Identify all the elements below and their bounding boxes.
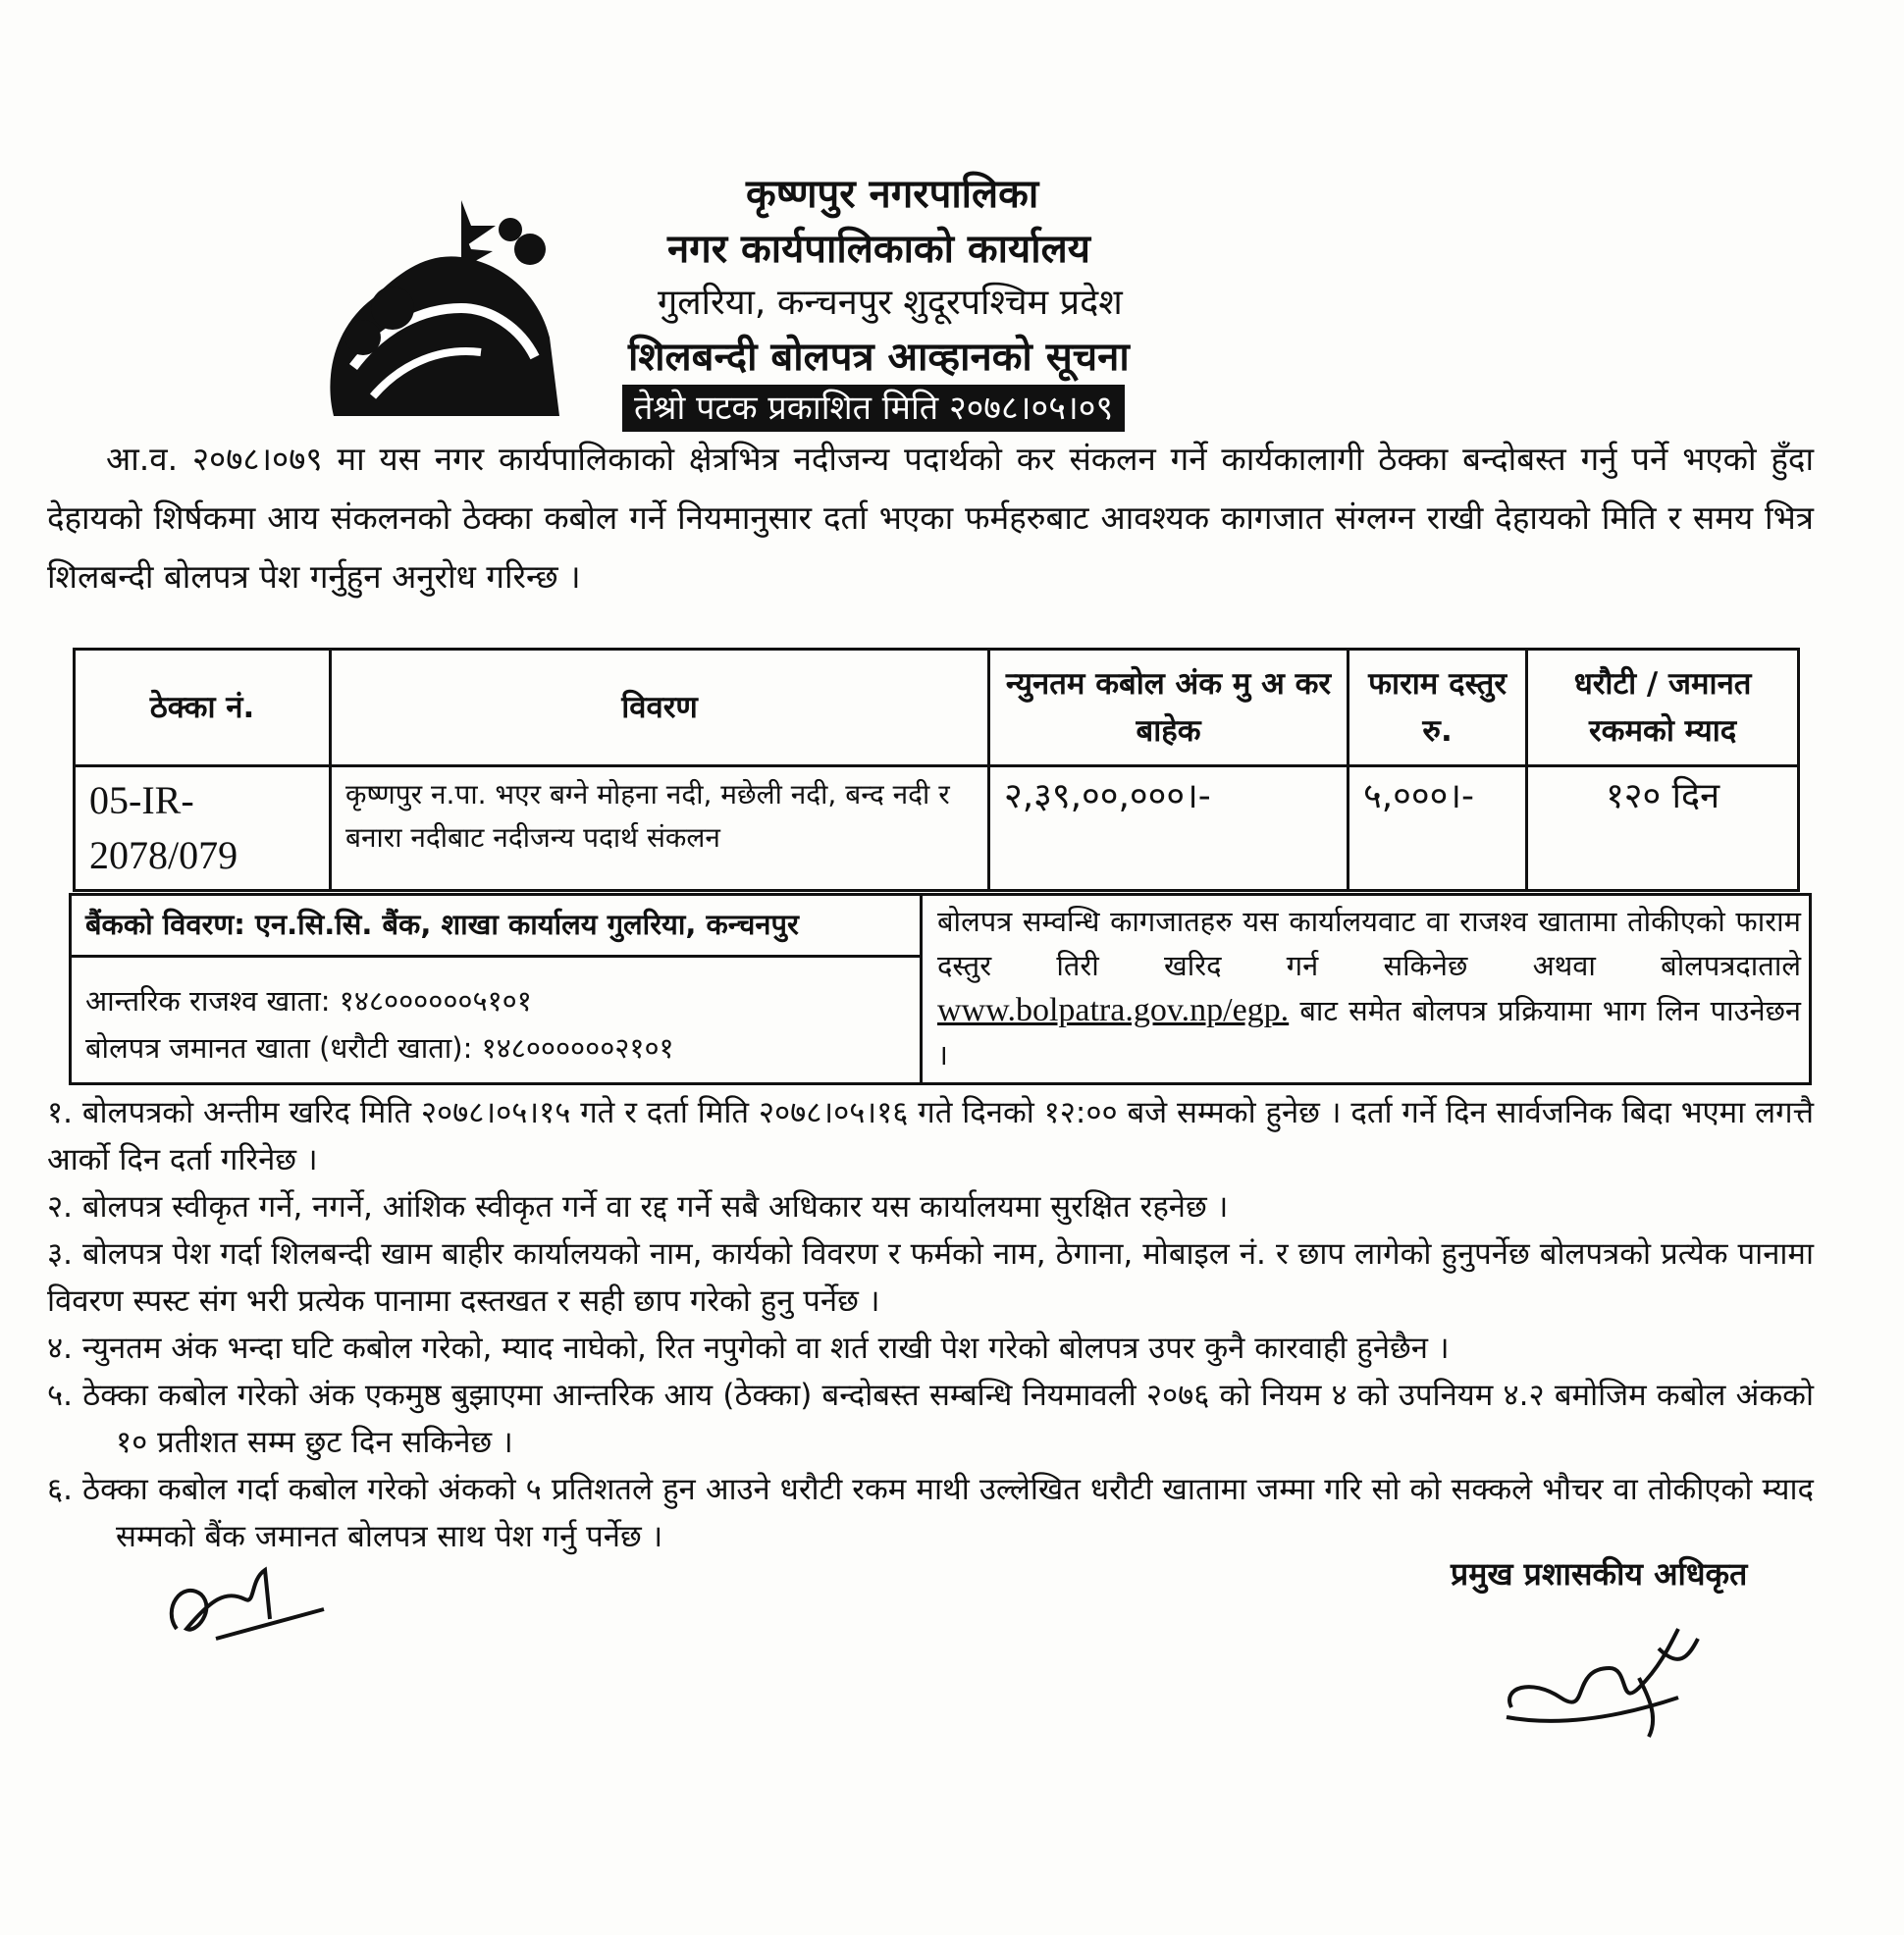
- nepal-emblem-icon: [314, 190, 569, 436]
- col-header-contract-no: ठेक्का नं.: [75, 650, 331, 766]
- bank-heading: बैंकको विवरण: एन.सि.सि. बैंक, शाखा कार्यालय गुलरिया, कन्चनपुर: [72, 896, 920, 958]
- note-text-after: बाट समेत बोलपत्र प्रक्रियामा भाग लिन पाउनेछन ।: [937, 994, 1801, 1072]
- contract-number: 05-IR-2078/079: [75, 766, 331, 891]
- list-item: २. बोलपत्र स्वीकृत गर्ने, नगर्ने, आंशिक स्वीकृत गर्ने वा रद्द गर्ने सबै अधिकार यस कार्यालयमा सुरक्षित रहनेछ ।: [47, 1189, 1229, 1225]
- contract-table: [73, 648, 1800, 892]
- revenue-account: आन्तरिक राजश्व खाता: १४८००००००५१०१: [85, 984, 532, 1018]
- document-purchase-note: [926, 896, 1813, 1081]
- publication-date: तेश्रो पटक प्रकाशित मिति २०७८।०५।०९: [622, 385, 1125, 432]
- list-item: ३. बोलपत्र पेश गर्दा शिलबन्दी खाम बाहीर कार्यालयको नाम, कार्यको विवरण र फर्मको नाम, ठेगाना, मोबाइल नं. र छाप लागेको हुनुपर्नेछ बोलपत्रको प्रत्येक पानामा विवरण स्पस्ट संग भरी प्रत्येक पानामा दस्तखत र सही छाप गरेको हुनु पर्नेछ ।: [47, 1236, 1814, 1319]
- min-bid-amount: २,३९,००,०००।-: [989, 766, 1349, 891]
- col-header-description: विवरण: [331, 650, 989, 766]
- list-item: ५. ठेक्का कबोल गरेको अंक एकमुष्ठ बुझाएमा आन्तरिक आय (ठेक्का) बन्दोबस्त सम्बन्धि नियमावली २०७६ को नियम ४ को उपनियम ४.२ बमोजिम कबोल अंकको १० प्रतीशत सम्म छुट दिन सकिनेछ ।: [47, 1378, 1814, 1460]
- letterhead: [0, 167, 1904, 461]
- note-text-before: बोलपत्र सम्वन्धि कागजातहरु यस कार्यालयवाट वा राजश्व खातामा तोकीएको फाराम दस्तुर तिरी खरिद गर्न सकिनेछ अथवा बोलपत्रदाताले: [937, 905, 1801, 982]
- contract-description: कृष्णपुर न.पा. भएर बग्ने मोहना नदी, मछेली नदी, बन्द नदी र बनारा नदीबाट नदीजन्य पदार्थ संकलन: [331, 766, 989, 891]
- table-header-row: [75, 650, 1799, 766]
- bank-accounts: [72, 896, 923, 1082]
- egp-link[interactable]: www.bolpatra.gov.np/egp.: [937, 992, 1290, 1028]
- list-item: १. बोलपत्रको अन्तीम खरिद मिति २०७८।०५।१५ गते र दर्ता मिति २०७८।०५।१६ गते दिनको १२:०० बजे सम्मको हुनेछ । दर्ता गर्ने दिन सार्वजनिक बिदा भएमा लगत्तै आर्को दिन दर्ता गरिनेछ ।: [47, 1095, 1814, 1177]
- deposit-validity: १२० दिन: [1527, 766, 1799, 891]
- officer-signature-icon: [1502, 1609, 1737, 1747]
- list-item: ४. न्युनतम अंक भन्दा घटि कबोल गरेको, म्याद नाघेको, रित नपुगेको वा शर्त राखी पेश गरेको बोलपत्र उपर कुनै कारवाही हुनेछैन ।: [47, 1331, 1450, 1366]
- initial-signature-icon: [157, 1541, 334, 1648]
- deposit-account: बोलपत्र जमानत खाता (धरौटी खाता): १४८००००००२१०१: [85, 1031, 674, 1065]
- col-header-validity: धरौटी / जमानत रकमको म्याद: [1527, 650, 1799, 766]
- municipality-name: कृष्णपुर नगरपालिका: [746, 172, 1039, 217]
- signatory-designation: प्रमुख प्रशासकीय अधिकृत: [1451, 1555, 1748, 1593]
- office-name: नगर कार्यपालिकाको कार्यालय: [667, 227, 1090, 272]
- col-header-min-bid: न्युनतम कबोल अंक मु अ कर बाहेक: [989, 650, 1349, 766]
- bank-details-box: [69, 893, 1812, 1085]
- notice-title: शिलबन्दी बोलपत्र आव्हानको सूचना: [628, 335, 1130, 380]
- form-fee: ५,०००।-: [1349, 766, 1527, 891]
- intro-paragraph: आ.व. २०७८।०७९ मा यस नगर कार्यपालिकाको क्षेत्रभित्र नदीजन्य पदार्थको कर संकलन गर्ने कार्यकालागी ठेक्का बन्दोबस्त गर्नु पर्ने भएको हुँदा देहायको शिर्षकमा आय संकलनको ठेक्का कबोल गर्ने नियमानुसार दर्ता भएका फर्महरुबाट आवश्यक कागजात संग्लग्न राखी देहायको मिति र समय भित्र शिलबन्दी बोलपत्र पेश गर्नुहुन अनुरोध गरिन्छ ।: [47, 440, 1814, 596]
- office-address: गुलरिया, कन्चनपुर शुदूरपश्चिम प्रदेश: [658, 283, 1123, 323]
- list-item: ६. ठेक्का कबोल गर्दा कबोल गरेको अंकको ५ प्रतिशतले हुन आउने धरौटी रकम माथी उल्लेखित धरौटी खातामा जम्मा गरि सो को सक्कले भौचर वा तोकीएको म्याद सम्मको बैंक जमानत बोलपत्र साथ पेश गर्नु पर्नेछ ।: [47, 1472, 1814, 1554]
- col-header-form-fee: फाराम दस्तुर रु.: [1349, 650, 1527, 766]
- table-row: [75, 766, 1799, 891]
- terms-list: [47, 1089, 1814, 1560]
